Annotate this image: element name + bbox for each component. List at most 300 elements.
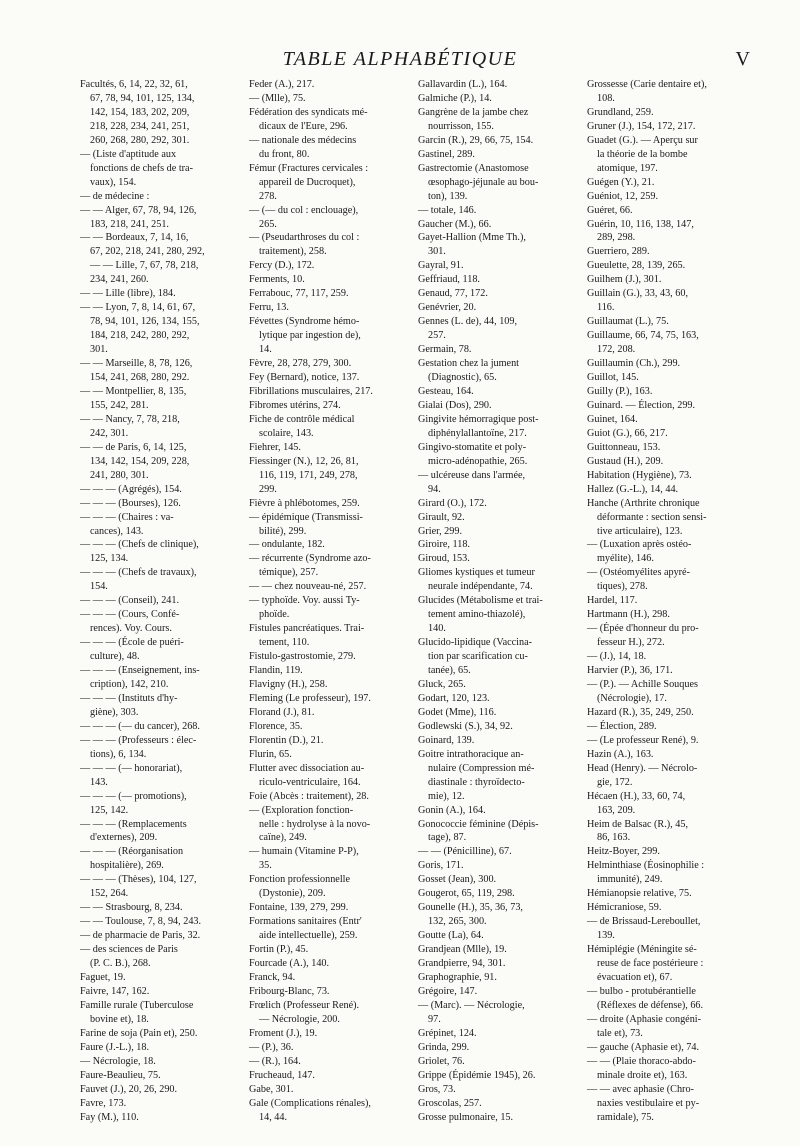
index-entry [80, 511, 237, 539]
index-entry-line: 78, 94, 101, 126, 134, 155, [90, 316, 200, 328]
index-entry-line: Florence, 35. [249, 720, 303, 732]
index-entry [587, 469, 744, 483]
index-entry-line: Godart, 120, 123. [418, 692, 490, 704]
index-entry-line: Frœlich (Professeur René). [249, 999, 360, 1011]
index-entry-line: Faguet, 19. [80, 972, 126, 983]
index-entry-line: Heim de Balsac (R.), 45, [587, 818, 688, 830]
index-entry-line: Fibrillations musculaires, 217. [249, 385, 373, 397]
index-entry-line: 260, 268, 280, 292, 301. [90, 134, 190, 146]
index-entry-line: — (R.), 164. [249, 1055, 301, 1067]
index-entry-line: — (Épée d'honneur du pro- [587, 623, 699, 635]
index-entry [249, 748, 406, 762]
index-entry-line: Grosse pulmonaire, 15. [418, 1111, 514, 1123]
index-entry [587, 943, 744, 985]
index-entry [80, 608, 237, 636]
index-entry-line: 142, 154, 183, 202, 209, [90, 106, 190, 118]
index-entry-line: tiques), 278. [597, 581, 648, 593]
index-entry-line: — droite (Aphasie congéni- [587, 1013, 702, 1025]
index-entry-line: Guillot, 145. [587, 372, 639, 384]
index-entry [80, 636, 237, 664]
index-entry-line: Gaucher (M.), 66. [418, 218, 492, 230]
index-entry-line: 125, 134. [90, 553, 129, 565]
index-entry-line: — humain (Vitamine P-P), [249, 846, 359, 858]
index-entry [249, 678, 406, 692]
index-entry-line: (Diagnostic), 65. [428, 372, 497, 384]
index-entry [249, 1097, 406, 1125]
index-entry-line: — — Bordeaux, 7, 14, 16, [80, 232, 189, 244]
index-entry-line: diphénylallantoïne, 217. [428, 427, 527, 439]
index-entry-line: 218, 228, 234, 241, 251, [90, 120, 190, 132]
index-entry-line: gie, 172. [597, 776, 633, 788]
index-entry-line: — typhoïde. Voy. aussi Ty- [249, 595, 360, 607]
page-header [0, 44, 800, 80]
index-entry [80, 1083, 237, 1097]
index-entry-line: Gosset (Jean), 300. [418, 874, 497, 886]
index-entry-line: Godlewski (S.), 34, 92. [418, 720, 513, 732]
index-entry [249, 762, 406, 790]
index-entry [418, 985, 575, 999]
index-entry-line: 184, 218, 242, 280, 292, [90, 330, 190, 342]
index-entry [249, 399, 406, 413]
index-entry [249, 315, 406, 357]
index-entry-line: Famille rurale (Tuberculose [80, 999, 194, 1011]
index-entry-line: 134, 142, 154, 209, 228, [90, 455, 190, 467]
index-entry-line: tanée), 65. [428, 665, 471, 677]
index-entry-line: atomique, 197. [597, 162, 658, 174]
index-entry-line: 140. [428, 623, 446, 635]
index-entry [80, 734, 237, 762]
index-entry-line: — Élection, 289. [587, 720, 657, 732]
index-entry-line: dicaux de l'Eure, 296. [259, 120, 348, 132]
index-entry [418, 1083, 575, 1097]
index-entry [80, 762, 237, 790]
index-entry-line: — — — (École de puéri- [80, 637, 184, 649]
index-entry [80, 901, 237, 915]
index-entry-line: Ferru, 13. [249, 302, 289, 314]
index-entry [587, 915, 744, 943]
index-entry-line: — (Ostéomyélites apyré- [587, 567, 690, 579]
index-entry-line: 152, 264. [90, 888, 129, 900]
index-entry [249, 78, 406, 92]
index-entry [249, 1041, 406, 1055]
index-entry-line: 14, 44. [259, 1111, 288, 1123]
index-entry-line: Grandjean (Mlle), 19. [418, 944, 507, 956]
index-entry-line: — (P.), 36. [249, 1041, 294, 1053]
index-entry-line: — des sciences de Paris [80, 944, 178, 956]
index-entry-line: déformante : section sensi- [597, 511, 707, 523]
index-entry-line: 242, 301. [90, 427, 129, 439]
index-entry [249, 985, 406, 999]
index-entry [418, 343, 575, 357]
index-entry-line: nourrisson, 155. [428, 120, 494, 132]
index-entry [80, 1069, 237, 1083]
index-entry-line: 234, 241, 260. [90, 274, 149, 286]
index-entry-line: micro-adénopathie, 265. [428, 455, 528, 467]
index-entry-line: — Nécrologie, 200. [259, 1013, 340, 1025]
index-entry [587, 273, 744, 287]
index-entry-line: Gruner (J.), 154, 172, 217. [587, 120, 696, 132]
index-entry [418, 538, 575, 552]
index-entry [418, 385, 575, 399]
index-entry [249, 706, 406, 720]
index-entry-line: Fleming (Le professeur), 197. [249, 692, 371, 704]
index-entry-line: — ondulante, 182. [249, 539, 325, 551]
index-entry-line: Germain, 78. [418, 344, 472, 356]
index-entry-line: — épidémique (Transmissi- [249, 511, 363, 523]
index-entry-line: 301. [428, 246, 446, 258]
index-entry-line: Graphographie, 91. [418, 972, 497, 983]
index-entry-line: — de Brissaud-Lereboullet, [587, 916, 701, 928]
index-entry-line: — Nécrologie, 18. [80, 1055, 156, 1067]
index-entry [249, 273, 406, 287]
index-entry-line: Gestation chez la jument [418, 358, 519, 370]
index-entry-line: culture), 48. [90, 651, 140, 663]
index-entry-line: la théorie de la bombe [597, 148, 688, 160]
index-entry-line: Guinet, 164. [587, 413, 638, 425]
index-entry [249, 622, 406, 650]
index-entry-line: Hartmann (H.), 298. [587, 609, 670, 621]
index-entry [80, 999, 237, 1027]
page-title: TABLE ALPHABÉTIQUE [282, 48, 518, 70]
index-entry [587, 678, 744, 706]
index-entry-line: Genévrier, 20. [418, 302, 477, 314]
index-entry-line: — — — (Cours, Confé- [80, 609, 180, 621]
index-entry-line: riculo-ventriculaire, 164. [259, 776, 361, 788]
index-entry [418, 943, 575, 957]
index-entry [587, 566, 744, 594]
index-entry-line: Gluck, 265. [418, 678, 466, 690]
index-entry [249, 580, 406, 594]
index-entry [418, 148, 575, 162]
index-entry-line: 172, 208. [597, 344, 636, 356]
index-entry-line: Flavigny (H.), 258. [249, 678, 328, 690]
index-entry [587, 790, 744, 818]
index-entry [80, 190, 237, 204]
index-entry [80, 1111, 237, 1125]
index-entry-line: Formations sanitaires (Entr' [249, 916, 362, 928]
index-entry-line: Goutte (La), 64. [418, 930, 484, 942]
index-entry-line: 154. [90, 581, 108, 593]
index-entry [249, 790, 406, 804]
index-entry [80, 78, 237, 148]
index-entry-line: Hazin (A.), 163. [587, 748, 654, 760]
index-entry-line: Facultés, 6, 14, 22, 32, 61, [80, 79, 188, 90]
index-entry-line: Gonococcie féminine (Dépis- [418, 818, 539, 830]
index-entry-line: 108. [597, 92, 615, 104]
index-entry-line: Grier, 299. [418, 525, 463, 537]
index-entry-line: Fourcade (A.), 140. [249, 958, 330, 970]
index-entry [249, 971, 406, 985]
index-entry-line: Godet (Mme), 116. [418, 706, 497, 718]
index-entry [80, 915, 237, 929]
index-entry [249, 594, 406, 622]
index-entry-line: — — — (Bourses), 126. [80, 497, 181, 509]
index-entry-line: Gastrectomie (Anastomose [418, 162, 529, 174]
index-column [243, 78, 412, 1124]
index-entry-line: — (Liste d'aptitude aux [80, 148, 177, 160]
index-entry [418, 845, 575, 859]
index-entry [418, 566, 575, 594]
index-entry-line: Fistulo-gastrostomie, 279. [249, 651, 356, 663]
index-entry [418, 748, 575, 804]
index-entry-line: vaux), 154. [90, 176, 137, 188]
index-entry-line: tale et), 73. [597, 1027, 643, 1039]
index-entry [249, 1069, 406, 1083]
index-entry-line: tement amino-thiazolé), [428, 609, 526, 621]
index-entry [587, 1055, 744, 1083]
index-entry-line: Fiessinger (N.), 12, 26, 81, [249, 455, 359, 467]
index-entry-line: — — — (Chaires : va- [80, 511, 174, 523]
index-entry [587, 287, 744, 315]
index-entry-line: — (Mlle), 75. [249, 92, 306, 104]
index-entry-line: Heitz-Boyer, 299. [587, 846, 660, 858]
index-entry [587, 859, 744, 887]
index-entry [80, 497, 237, 511]
index-entry-line: Habitation (Hygiène), 73. [587, 469, 692, 481]
index-entry-line: — (Marc). — Nécrologie, [418, 999, 525, 1011]
index-entry-line: 241, 280, 301. [90, 469, 149, 481]
index-entry-line: lytique par ingestion de), [259, 330, 361, 342]
index-entry [80, 483, 237, 497]
index-entry-line: Garcin (R.), 29, 66, 75, 154. [418, 134, 534, 146]
index-entry-line: Gounelle (H.), 35, 36, 73, [418, 902, 523, 914]
index-entry-line: Gingivo-stomatite et poly- [418, 441, 527, 453]
index-entry [249, 650, 406, 664]
index-entry [80, 231, 237, 287]
index-entry-line: Guéret, 66. [587, 204, 633, 216]
index-entry [418, 678, 575, 692]
index-entry [418, 1027, 575, 1041]
index-entry-line: 35. [259, 860, 272, 872]
index-entry-line: — (Exploration fonction- [249, 804, 354, 816]
index-entry-line: 94. [428, 483, 441, 495]
index-entry-line: Févettes (Syndrome hémo- [249, 316, 360, 328]
index-entry-line: Fonction professionnelle [249, 874, 351, 886]
index-entry-line: Hardel, 117. [587, 595, 638, 607]
index-entry [80, 204, 237, 232]
index-entry [418, 357, 575, 385]
index-entry [587, 441, 744, 455]
index-entry-line: Head (Henry). — Nécrolo- [587, 762, 698, 774]
index-entry-line: 139. [597, 930, 615, 942]
index-entry [249, 511, 406, 539]
index-column [581, 78, 750, 1124]
index-entry-line: 289, 298. [597, 232, 636, 244]
index-entry [249, 371, 406, 385]
index-entry-line: Fiehrer, 145. [249, 441, 301, 453]
index-entry [418, 636, 575, 678]
index-entry-line: diastinale : thyroïdecto- [428, 776, 525, 788]
index-entry-line: témique), 257. [259, 567, 319, 579]
index-entry [587, 483, 744, 497]
index-entry [249, 804, 406, 846]
index-entry-line: Fauvet (J.), 20, 26, 290. [80, 1083, 178, 1095]
index-entry [80, 943, 237, 971]
index-entry [418, 301, 575, 315]
index-entry [587, 985, 744, 1013]
index-entry [418, 1069, 575, 1083]
index-entry [418, 413, 575, 441]
index-entry [80, 971, 237, 985]
index-entry-line: Harvier (P.), 36, 171. [587, 665, 673, 677]
index-entry-line: Gastinel, 289. [418, 148, 475, 160]
index-entry [418, 999, 575, 1027]
index-entry-line: 86, 163. [597, 832, 631, 844]
index-entry [418, 469, 575, 497]
index-entry-line: Girard (O.), 172. [418, 497, 487, 509]
index-entry [80, 929, 237, 943]
index-entry-line: Girault, 92. [418, 511, 465, 523]
index-entry-line: Franck, 94. [249, 972, 296, 983]
index-entry-line: 132, 265, 300. [428, 916, 487, 928]
index-entry [587, 845, 744, 859]
index-entry-line: Guiot (G.), 66, 217. [587, 427, 668, 439]
index-entry [80, 538, 237, 566]
index-entry-line: œsophago-jéjunale au bou- [428, 176, 539, 188]
index-entry [418, 887, 575, 901]
index-entry-line: Foie (Abcès : traitement), 28. [249, 790, 369, 802]
index-entry [418, 971, 575, 985]
index-entry-line: Gueulette, 28, 139, 265. [587, 260, 686, 272]
index-entry-line: Hémianopsie relative, 75. [587, 888, 692, 900]
index-entry-line: tage), 87. [428, 832, 467, 844]
index-entry [418, 1041, 575, 1055]
index-entry-line: Guilly (P.), 163. [587, 385, 653, 397]
index-entry-line: — gauche (Aphasie et), 74. [587, 1041, 700, 1053]
index-entry-line: Gangrène de la jambe chez [418, 106, 529, 118]
index-entry-line: 14. [259, 344, 272, 356]
index-entry [80, 790, 237, 818]
index-entry-line: — — — (— promotions), [80, 790, 187, 802]
index-entry [587, 120, 744, 134]
index-entry-line: tions), 6, 134. [90, 748, 147, 760]
index-entry-line: Gayet-Hallion (Mme Th.), [418, 232, 526, 244]
index-entry [249, 915, 406, 943]
index-entry [80, 664, 237, 692]
page-number: V [735, 48, 750, 70]
index-entry-line: caïne), 249. [259, 832, 307, 844]
index-entry-line: — — — (Instituts d'hy- [80, 692, 178, 704]
index-entry-line: minale droite et), 163. [597, 1069, 688, 1081]
index-entry-line: — — Lille, 7, 67, 78, 218, [90, 260, 199, 272]
index-entry-line: — — Strasbourg, 8, 234. [80, 902, 183, 914]
index-entry-line: — bulbo - protubérantielle [587, 985, 696, 997]
index-entry-line: ton), 139. [428, 190, 468, 202]
index-entry-line: 116. [597, 302, 615, 314]
index-entry-line: 97. [428, 1013, 441, 1025]
index-entry-line: Ferrabouc, 77, 117, 259. [249, 288, 349, 300]
index-entry [587, 455, 744, 469]
index-entry-line: — — — (Chefs de travaux), [80, 567, 197, 579]
index-entry-line: Guerriero, 289. [587, 246, 650, 258]
index-entry-line: Fistules pancréatiques. Trai- [249, 623, 365, 635]
index-entry-line: Florand (J.), 81. [249, 706, 315, 718]
index-entry-line: Helminthiase (Éosinophilie : [587, 860, 705, 872]
index-entry [249, 301, 406, 315]
index-entry-line: 301. [90, 344, 108, 356]
index-entry-line: Guillaumin (Ch.), 299. [587, 358, 681, 370]
index-entry [587, 427, 744, 441]
index-entry-line: Feder (A.), 217. [249, 79, 315, 90]
index-entry-line: Genaud, 77, 172. [418, 288, 488, 300]
index-entry [418, 859, 575, 873]
index-entry-line: Grépinet, 124. [418, 1027, 477, 1039]
index-entry-line: Gingivite hémorragique post- [418, 413, 539, 425]
index-entry-line: Gabe, 301. [249, 1083, 294, 1095]
index-entry [418, 692, 575, 706]
index-entry [249, 204, 406, 232]
index-entry [249, 552, 406, 580]
index-entry [418, 92, 575, 106]
index-entry-line: — récurrente (Syndrome azo- [249, 553, 371, 565]
index-entry [249, 92, 406, 106]
index-entry-line: Grippe (Épidémie 1945), 26. [418, 1069, 536, 1081]
index-entry [249, 287, 406, 301]
index-entry [587, 1013, 744, 1041]
index-entry-line: hospitalière), 269. [90, 860, 164, 872]
index-entry-line: Guittonneau, 153. [587, 441, 661, 453]
index-entry [80, 441, 237, 483]
index-entry-line: 154, 241, 268, 280, 292. [90, 372, 190, 384]
index-entry [587, 720, 744, 734]
index-entry-line: (Réflexes de défense), 66. [597, 999, 704, 1011]
index-entry-line: Hazard (R.), 35, 249, 250. [587, 706, 694, 718]
index-entry [249, 455, 406, 497]
index-entry [418, 1111, 575, 1125]
index-entry-line: Guilhem (J.), 301. [587, 274, 662, 286]
index-entry [587, 399, 744, 413]
index-entry [418, 720, 575, 734]
index-entry-line: Guillaume, 66, 74, 75, 163, [587, 330, 699, 342]
index-entry [418, 78, 575, 92]
index-entry [249, 734, 406, 748]
index-entry [418, 106, 575, 134]
index-entry [587, 497, 744, 539]
index-entry-line: Fey (Bernard), notice, 137. [249, 372, 360, 384]
index-entry [249, 259, 406, 273]
index-entry-line: Guadet (G.). — Aperçu sur [587, 134, 698, 146]
index-entry-line: Fièvre à phlébotomes, 259. [249, 497, 360, 509]
index-entry-line: Gallavardin (L.), 164. [418, 79, 508, 90]
index-entry-line: — (Pseudarthroses du col : [249, 232, 360, 244]
index-entry-line: 155, 242, 281. [90, 399, 149, 411]
index-entry [587, 1041, 744, 1055]
index-entry-line: Guillaumat (L.), 75. [587, 316, 669, 328]
index-entry [587, 608, 744, 622]
index-entry-line: cription), 142, 210. [90, 678, 169, 690]
index-entry-line: — — chez nouveau-né, 257. [249, 581, 367, 593]
index-entry-line: Grégoire, 147. [418, 985, 478, 997]
index-entry-line: 116, 119, 171, 249, 278, [259, 469, 358, 481]
index-entry-line: — — Nancy, 7, 78, 218, [80, 413, 180, 425]
index-entry [80, 594, 237, 608]
index-entry-line: bilité), 299. [259, 525, 307, 537]
index-entry [418, 901, 575, 929]
index-entry-line: Goinard, 139. [418, 734, 475, 746]
index-entry [249, 720, 406, 734]
index-entry-line: d'externes), 209. [90, 832, 158, 844]
index-entry-line: nulaire (Compression mé- [428, 762, 535, 774]
index-entry [587, 371, 744, 385]
index-entry [80, 301, 237, 357]
index-entry-line: — — — (Chefs de clinique), [80, 539, 199, 551]
index-entry [249, 385, 406, 399]
index-entry [587, 664, 744, 678]
index-entry-line: — — — (Agrégés), 154. [80, 483, 182, 495]
index-entry [587, 78, 744, 106]
index-entry [418, 204, 575, 218]
index-entry [587, 748, 744, 762]
